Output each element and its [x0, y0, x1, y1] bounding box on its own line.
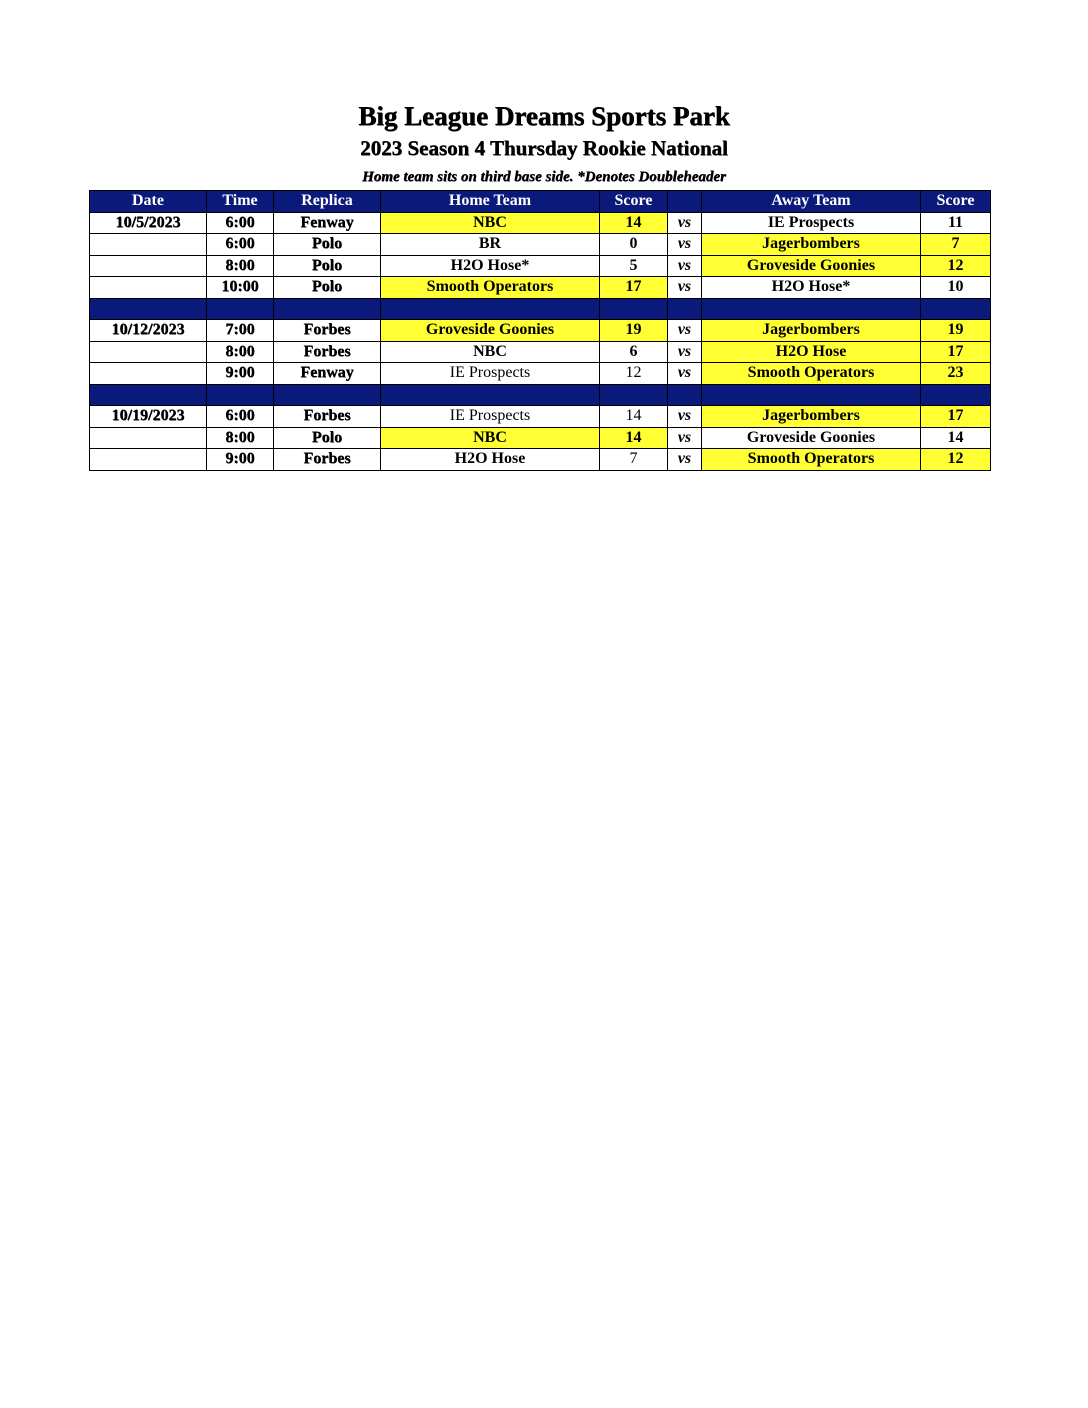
cell-time: 7:00: [207, 320, 274, 342]
cell-replica: Forbes: [274, 449, 381, 471]
table-header-row: [90, 191, 991, 213]
table-row: [90, 320, 991, 342]
column-header-away-team: Away Team: [702, 191, 921, 213]
table-row: [90, 255, 991, 277]
separator-cell: [600, 384, 668, 406]
cell-away-team: Jagerbombers: [702, 234, 921, 256]
cell-away-team: IE Prospects: [702, 212, 921, 234]
cell-away-score: 17: [921, 406, 991, 428]
table-row: [90, 234, 991, 256]
cell-home-score: 19: [600, 320, 668, 342]
column-header-home-team: Home Team: [381, 191, 600, 213]
cell-away-team: H2O Hose*: [702, 277, 921, 299]
table-row: [90, 363, 991, 385]
cell-vs: vs: [668, 234, 702, 256]
cell-vs: vs: [668, 277, 702, 299]
cell-time: 6:00: [207, 212, 274, 234]
cell-home-score: 14: [600, 212, 668, 234]
separator-cell: [381, 298, 600, 320]
separator-cell: [274, 384, 381, 406]
cell-vs: vs: [668, 341, 702, 363]
cell-vs: vs: [668, 449, 702, 471]
cell-date: [90, 255, 207, 277]
cell-home-score: 5: [600, 255, 668, 277]
cell-vs: vs: [668, 255, 702, 277]
cell-vs: vs: [668, 320, 702, 342]
column-header-time: Time: [207, 191, 274, 213]
separator-cell: [668, 298, 702, 320]
table-row: [90, 427, 991, 449]
cell-home-score: 7: [600, 449, 668, 471]
cell-date: 10/5/2023: [90, 212, 207, 234]
separator-cell: [702, 298, 921, 320]
cell-home-team: BR: [381, 234, 600, 256]
cell-home-team: NBC: [381, 341, 600, 363]
cell-replica: Forbes: [274, 406, 381, 428]
cell-replica: Polo: [274, 427, 381, 449]
cell-home-score: 14: [600, 406, 668, 428]
cell-away-team: H2O Hose: [702, 341, 921, 363]
table-row: [90, 341, 991, 363]
cell-away-team: Jagerbombers: [702, 406, 921, 428]
cell-replica: Polo: [274, 277, 381, 299]
cell-date: [90, 277, 207, 299]
cell-away-team: Jagerbombers: [702, 320, 921, 342]
cell-replica: Forbes: [274, 341, 381, 363]
week-separator-row: [90, 298, 991, 320]
cell-home-score: 6: [600, 341, 668, 363]
cell-replica: Fenway: [274, 363, 381, 385]
column-header-away-score: Score: [921, 191, 991, 213]
cell-replica: Polo: [274, 255, 381, 277]
table-row: [90, 449, 991, 471]
week-separator-row: [90, 384, 991, 406]
cell-home-team: Groveside Goonies: [381, 320, 600, 342]
cell-away-score: 19: [921, 320, 991, 342]
cell-away-score: 14: [921, 427, 991, 449]
cell-home-score: 12: [600, 363, 668, 385]
cell-time: 8:00: [207, 255, 274, 277]
cell-vs: vs: [668, 427, 702, 449]
cell-date: [90, 449, 207, 471]
cell-home-team: NBC: [381, 427, 600, 449]
cell-replica: Forbes: [274, 320, 381, 342]
cell-home-score: 0: [600, 234, 668, 256]
cell-date: [90, 341, 207, 363]
cell-away-team: Groveside Goonies: [702, 255, 921, 277]
cell-date: 10/12/2023: [90, 320, 207, 342]
table-row: [90, 277, 991, 299]
cell-away-score: 12: [921, 255, 991, 277]
cell-time: 6:00: [207, 234, 274, 256]
cell-home-team: H2O Hose*: [381, 255, 600, 277]
page-title: Big League Dreams Sports Park: [358, 101, 730, 131]
cell-time: 8:00: [207, 427, 274, 449]
separator-cell: [921, 384, 991, 406]
cell-away-team: Smooth Operators: [702, 363, 921, 385]
table-row: [90, 212, 991, 234]
cell-time: 9:00: [207, 449, 274, 471]
cell-home-score: 17: [600, 277, 668, 299]
cell-home-score: 14: [600, 427, 668, 449]
schedule-note: Home team sits on third base side. *Denotes Doubleheader: [362, 169, 726, 185]
cell-vs: vs: [668, 363, 702, 385]
separator-cell: [90, 298, 207, 320]
column-header-home-score: Score: [600, 191, 668, 213]
cell-vs: vs: [668, 406, 702, 428]
page-subtitle: 2023 Season 4 Thursday Rookie National: [360, 136, 728, 160]
schedule-table: [89, 190, 991, 471]
cell-away-score: 7: [921, 234, 991, 256]
column-header-date: Date: [90, 191, 207, 213]
cell-date: [90, 234, 207, 256]
cell-time: 6:00: [207, 406, 274, 428]
cell-replica: Polo: [274, 234, 381, 256]
separator-cell: [90, 384, 207, 406]
cell-home-team: NBC: [381, 212, 600, 234]
cell-time: 8:00: [207, 341, 274, 363]
cell-vs: vs: [668, 212, 702, 234]
cell-away-team: Groveside Goonies: [702, 427, 921, 449]
cell-date: [90, 363, 207, 385]
cell-replica: Fenway: [274, 212, 381, 234]
cell-away-score: 11: [921, 212, 991, 234]
separator-cell: [207, 298, 274, 320]
column-header-replica: Replica: [274, 191, 381, 213]
column-header-vs: [668, 191, 702, 213]
table-row: [90, 406, 991, 428]
cell-away-score: 23: [921, 363, 991, 385]
separator-cell: [381, 384, 600, 406]
separator-cell: [207, 384, 274, 406]
cell-date: [90, 427, 207, 449]
separator-cell: [668, 384, 702, 406]
separator-cell: [702, 384, 921, 406]
cell-time: 10:00: [207, 277, 274, 299]
separator-cell: [600, 298, 668, 320]
cell-away-team: Smooth Operators: [702, 449, 921, 471]
cell-away-score: 12: [921, 449, 991, 471]
separator-cell: [921, 298, 991, 320]
separator-cell: [274, 298, 381, 320]
cell-time: 9:00: [207, 363, 274, 385]
cell-date: 10/19/2023: [90, 406, 207, 428]
cell-home-team: Smooth Operators: [381, 277, 600, 299]
cell-home-team: IE Prospects: [381, 363, 600, 385]
cell-away-score: 17: [921, 341, 991, 363]
cell-home-team: H2O Hose: [381, 449, 600, 471]
cell-home-team: IE Prospects: [381, 406, 600, 428]
cell-away-score: 10: [921, 277, 991, 299]
